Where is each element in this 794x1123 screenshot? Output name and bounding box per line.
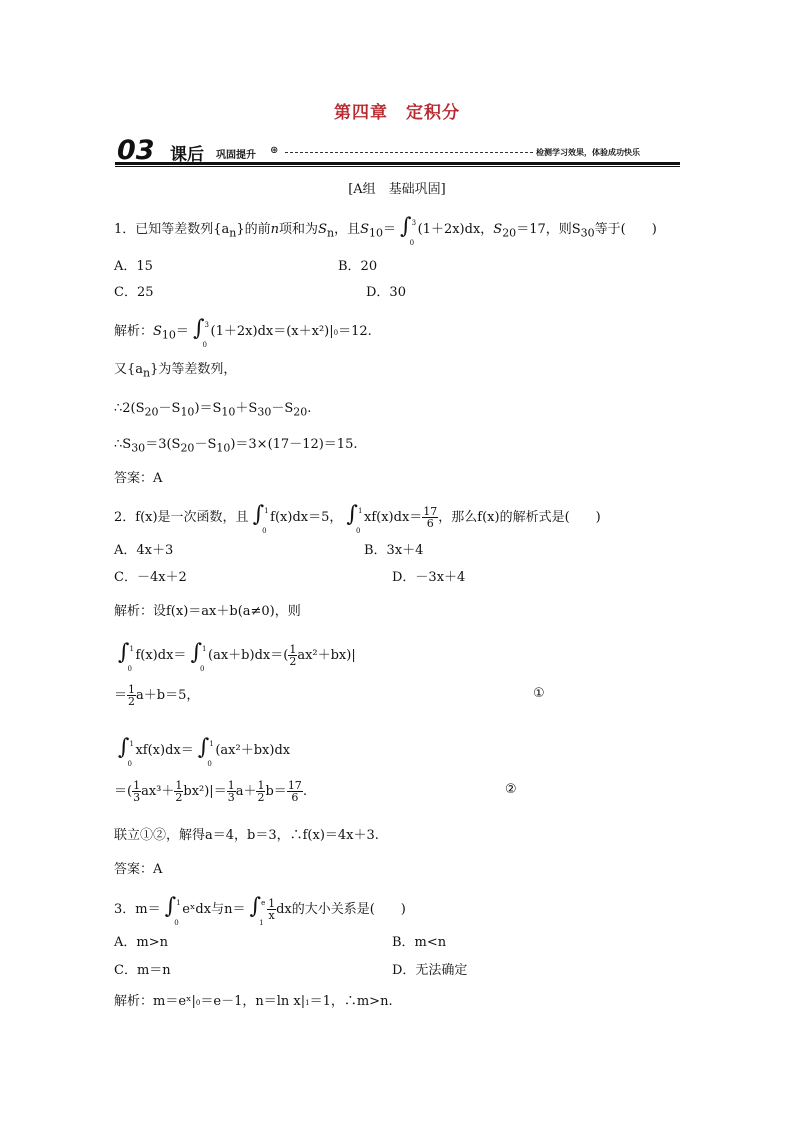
q3-solution: 解析：m＝eˣ|0＝e－1，n＝ln x|1＝1，∴m>n.	[114, 994, 393, 1009]
banner-dash-line	[285, 152, 533, 153]
q2-l5-f1d: 3	[133, 791, 141, 804]
q2-l4-b: (ax²＋bx)dx	[215, 743, 291, 758]
banner-ke: 课后	[170, 145, 204, 165]
q1-stem-a: 1．已知等差数列{a	[114, 222, 230, 237]
q3-option-d[interactable]: D．无法确定	[392, 963, 468, 978]
q1-sol1-body: (1＋2x)dx＝(x＋x²)|	[210, 324, 334, 339]
q2-l5-f: b＝	[265, 784, 287, 799]
q2-l4-lower-2: 0	[207, 760, 212, 768]
q2-l5-f3d: 3	[227, 791, 235, 804]
q2-l2-integral-1: ∫	[118, 640, 130, 665]
q2-l3-frac-n: 1	[128, 683, 136, 696]
q1-sol3-s3: 10	[221, 405, 236, 419]
q3-upper-2: e	[261, 899, 266, 907]
q2-l3-a: ＝	[114, 688, 128, 703]
q2-option-a[interactable]: A．4x＋3	[114, 543, 174, 558]
q2-l5-e: a＋	[235, 784, 257, 799]
q2-upper-2: 1	[358, 507, 363, 515]
q2-solution-line5	[114, 780, 307, 803]
q1-solution-line1: 解析：$S_{10}=$ ∫ 3 0 (1＋2x)dx＝(x＋x²)|0＝12.	[114, 316, 372, 349]
q2-solution-line2	[118, 640, 356, 673]
q3-frac-n: 1	[268, 897, 276, 910]
banner-number: 03	[117, 135, 155, 166]
q3-stem-a: 3．m＝	[114, 902, 161, 917]
q2-l4-lower-1: 0	[127, 760, 132, 768]
q1-sub30: 30	[580, 226, 595, 240]
q2-l2-upper-1: 1	[129, 645, 134, 653]
q3-body-1: eˣdx与n＝	[182, 902, 246, 917]
q1-sub10: 10	[368, 226, 383, 240]
q3-frac-d: x	[268, 909, 275, 922]
q2-l5-fraction-1	[132, 780, 141, 803]
q1-sol3-b: －S	[158, 401, 181, 416]
banner-right-text: 检测学习效果，体验成功快乐	[536, 148, 640, 157]
q2-l5-d: ＝	[213, 784, 227, 799]
q3-option-b[interactable]: B．m<n	[392, 935, 447, 950]
q1-upper-limit: 3	[411, 219, 417, 227]
banner-rule-thick	[115, 162, 680, 165]
q1-sol1-S: S	[153, 324, 162, 339]
q2-l5-c: bx²)|	[183, 784, 214, 799]
q1-option-c[interactable]: C．25	[114, 285, 154, 300]
q2-solution-line6: 联立①②，解得a＝4，b＝3，∴f(x)＝4x＋3.	[114, 828, 379, 843]
q2-l3-fraction	[127, 684, 136, 707]
q2-l4-upper-1: 1	[129, 740, 134, 748]
q2-integral-sign-1: ∫	[252, 502, 265, 527]
q1-sol3-s1: 20	[144, 405, 159, 419]
chapter-title: 第四章 定积分	[334, 103, 460, 123]
q1-sol4-c: －S	[194, 437, 217, 452]
q1-sol4-s2: 20	[180, 441, 195, 455]
q2-l3-frac-d: 2	[128, 695, 136, 708]
q1-sol4-b: ＝3(S	[145, 437, 181, 452]
q2-l2-c: ax²＋bx)|	[297, 648, 356, 663]
q2-lower-1: 0	[262, 527, 267, 535]
q2-l2-frac-n: 1	[289, 643, 297, 656]
q1-integral-sign: ∫	[400, 214, 412, 239]
q2-l5-f4n: 1	[257, 779, 265, 792]
q1-sol1-eq: ＝	[175, 324, 189, 339]
q2-frac-denominator: 6	[426, 517, 434, 530]
q2-l2-a: f(x)dx＝	[135, 648, 187, 663]
q2-fraction	[422, 506, 438, 529]
q2-l5-f1n: 1	[133, 779, 141, 792]
q1-sol1-result: ＝12.	[338, 324, 372, 339]
q2-l5-f3n: 1	[227, 779, 235, 792]
q1-sol1-upper: 3	[204, 321, 210, 329]
q1-sub20: 20	[502, 226, 517, 240]
q2-l2-upper-2: 1	[202, 645, 207, 653]
q1-sol3-s5: 20	[293, 405, 308, 419]
q3-body-2: dx的大小关系是( )	[276, 902, 406, 917]
q1-sol1-lower: 0	[202, 341, 208, 349]
q3-option-a[interactable]: A．m>n	[114, 935, 168, 950]
q2-frac-numerator: 17	[423, 505, 438, 518]
q2-upper-1: 1	[264, 507, 269, 515]
q2-solution-line3	[114, 684, 199, 707]
q2-l2-integral-2: ∫	[190, 640, 203, 665]
q2-l2-fraction	[288, 644, 297, 667]
q2-l5-f5d: 6	[291, 791, 299, 804]
q1-sol4-a: ∴S	[114, 437, 132, 452]
q2-stem	[114, 502, 601, 535]
section-banner	[115, 135, 680, 167]
q1-s10: S	[360, 222, 369, 237]
q1-sol1-integral-sign: ∫	[193, 316, 205, 341]
q1-S: S	[318, 222, 327, 237]
section-heading: [A组 基础巩固]	[348, 182, 446, 197]
q1-sol1-sub: 10	[161, 328, 176, 342]
q1-tail: ＝17，则S	[516, 222, 581, 237]
q1-solution-line4	[114, 433, 357, 455]
q2-integral-sign-2: ∫	[346, 502, 358, 527]
q1-sol2-end: }为等差数列，	[150, 362, 237, 377]
q1-sol3-s4: 30	[257, 405, 272, 419]
q1-stem	[114, 214, 657, 247]
q1-sol4-d: )＝3×(17－12)＝15.	[230, 437, 358, 452]
q2-mark-1: ①	[533, 686, 545, 701]
q1-solution-line2	[114, 358, 236, 380]
q1-sol3-c: )＝S	[194, 401, 222, 416]
q2-l4-integral-2: ∫	[197, 735, 210, 760]
q1-integrand: (1＋2x)dx，	[417, 222, 494, 237]
q2-l2-frac-d: 2	[289, 655, 297, 668]
banner-arrow-icon: ⊛	[270, 145, 279, 156]
q1-sol2-sub: n	[143, 366, 151, 380]
q1-sol4-s1: 30	[131, 441, 146, 455]
q2-l2-lower-2: 0	[200, 665, 205, 673]
q1-s20: S	[493, 222, 503, 237]
q2-solution-line1: 解析：设f(x)＝ax＋b(a≠0)，则	[114, 604, 301, 619]
q1-option-b[interactable]: B．20	[338, 259, 378, 274]
q3-fraction	[267, 898, 276, 921]
q2-stem-a: 2．f(x)是一次函数，且	[114, 510, 249, 525]
q2-body-1: f(x)dx＝5，	[270, 510, 343, 525]
q2-body-2: xf(x)dx＝	[364, 510, 423, 525]
q2-l5-f2d: 2	[175, 791, 183, 804]
q2-option-c[interactable]: C．－4x＋2	[114, 570, 187, 585]
q1-option-d[interactable]: D．30	[366, 285, 406, 300]
q1-sol3-e: －S	[271, 401, 294, 416]
q2-l5-b: ax³＋	[141, 784, 175, 799]
q2-l3-b: a＋b＝5，	[136, 688, 200, 703]
q2-l4-a: xf(x)dx＝	[135, 743, 194, 758]
q1-n: n	[270, 222, 280, 237]
q3-sol-c: ＝1，∴m>n.	[309, 994, 393, 1009]
q1-sol3-f: .	[307, 401, 312, 416]
q2-l5-g: .	[302, 784, 307, 799]
q1-sol3-s2: 10	[180, 405, 195, 419]
q1-sub-n2: n	[326, 226, 335, 240]
q1-sub-n: n	[229, 226, 237, 240]
q2-l4-upper-2: 1	[209, 740, 214, 748]
q2-answer: 答案：A	[114, 862, 163, 877]
q3-integral-sign-1: ∫	[164, 894, 177, 919]
q3-sol-b: ＝e－1，n＝ln x|	[200, 994, 306, 1009]
q2-solution-line4	[118, 735, 291, 768]
q2-l5-f2n: 1	[175, 779, 183, 792]
banner-subtitle: 巩固提升	[216, 150, 256, 161]
q2-l5-fraction-5	[287, 780, 303, 803]
q2-lower-2: 0	[356, 527, 361, 535]
q1-answer: 答案：A	[114, 471, 163, 486]
q2-l2-b: (ax＋b)dx＝(	[208, 648, 289, 663]
banner-rule-thin	[115, 166, 680, 167]
q2-option-d[interactable]: D．－3x＋4	[392, 570, 466, 585]
q2-l2-lower-1: 0	[127, 665, 132, 673]
q1-sol2-a: 又{a	[114, 362, 144, 377]
q2-l5-f5n: 17	[287, 779, 302, 792]
q1-solution-line3	[114, 397, 311, 419]
q2-l5-f4d: 2	[257, 791, 265, 804]
q1-lower-limit: 0	[409, 239, 415, 247]
q2-l5-fraction-3	[227, 780, 236, 803]
q1-sol1-label: 解析：	[114, 324, 154, 339]
q2-stem-end: ，那么f(x)的解析式是( )	[438, 510, 601, 525]
q1-sol3-d: ＋S	[235, 401, 258, 416]
q3-upper-1: 1	[176, 899, 181, 907]
q3-lower-2: 1	[259, 919, 264, 927]
q1-sol3-a: ∴2(S	[114, 401, 145, 416]
q2-mark-2: ②	[505, 782, 517, 797]
q2-l5-a: ＝(	[114, 784, 133, 799]
q3-lower-1: 0	[174, 919, 179, 927]
q3-sol-a: 解析：m＝eˣ|	[114, 994, 196, 1009]
q2-l4-integral-1: ∫	[118, 735, 130, 760]
q1-option-a[interactable]: A．15	[114, 259, 153, 274]
q3-stem	[114, 894, 406, 927]
q1-stem-c: 项和为	[279, 222, 319, 237]
q1-stem-b: }的前	[236, 222, 271, 237]
q3-integral-sign-2: ∫	[249, 894, 262, 919]
q1-eq: ＝	[382, 222, 396, 237]
q1-end: 等于( )	[594, 222, 657, 237]
q2-option-b[interactable]: B．3x＋4	[364, 543, 424, 558]
q3-option-c[interactable]: C．m＝n	[114, 963, 171, 978]
q1-stem-d: ，且	[334, 222, 361, 237]
q1-sol4-s3: 10	[216, 441, 231, 455]
